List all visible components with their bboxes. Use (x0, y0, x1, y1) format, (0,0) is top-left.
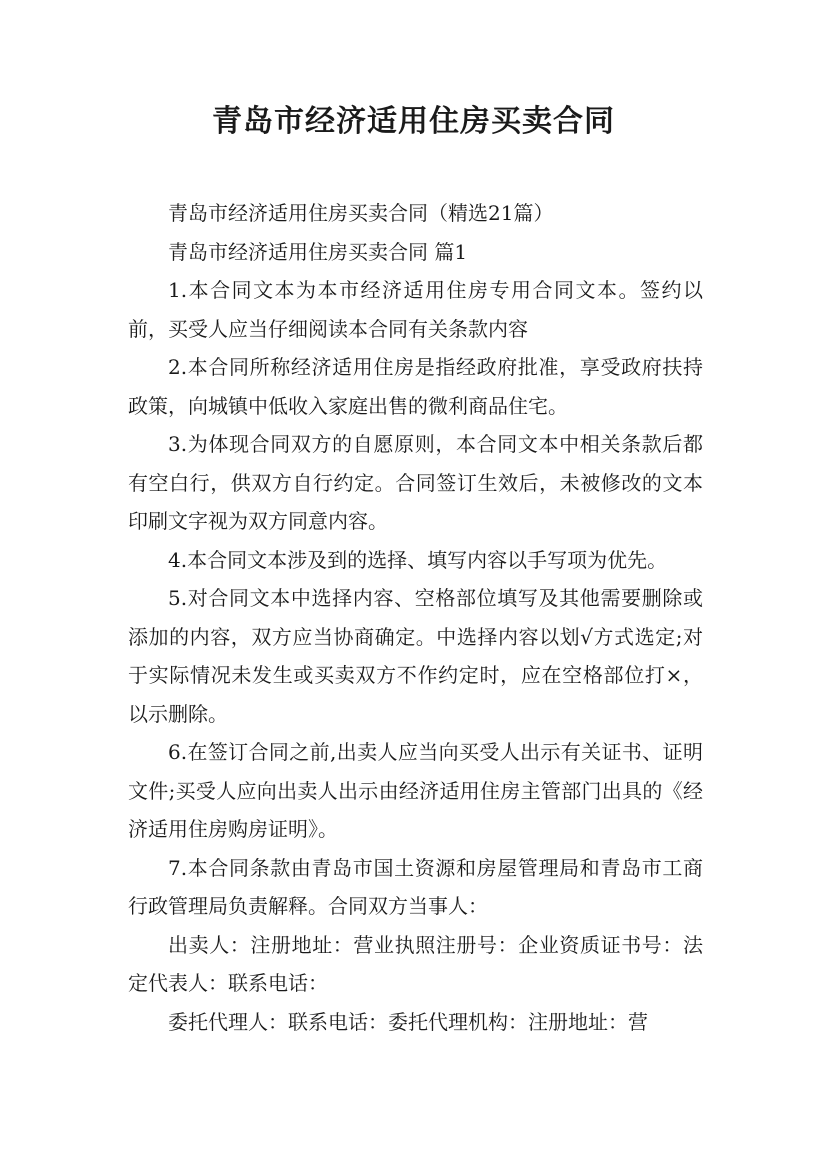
paragraph-clause-2: 2.本合同所称经济适用住房是指经政府批准，享受政府扶持政策，向城镇中低收入家庭出售的微利商品住宅。 (128, 355, 703, 418)
paragraph-subtitle: 青岛市经济适用住房买卖合同（精选21篇） (168, 201, 554, 225)
paragraph-clause-6: 6.在签订合同之前,出卖人应当向买受人出示有关证书、证明文件;买受人应向出卖人出示由经济适用住房主管部门出具的《经济适用住房购房证明》。 (128, 740, 703, 841)
paragraph-clause-1: 1.本合同文本为本市经济适用住房专用合同文本。签约以前，买受人应当仔细阅读本合同有关条款内容 (128, 278, 703, 341)
paragraph-clause-3: 3.为体现合同双方的自愿原则，本合同文本中相关条款后都有空白行，供双方自行约定。合同签订生效后，未被修改的文本印刷文字视为双方同意内容。 (128, 432, 703, 533)
paragraph-clause-5: 5.对合同文本中选择内容、空格部位填写及其他需要删除或添加的内容，双方应当协商确定。中选择内容以划√方式选定;对于实际情况未发生或买卖双方不作约定时，应在空格部位打×，以示删除。 (128, 586, 703, 726)
paragraph-seller-info: 出卖人：注册地址：营业执照注册号：企业资质证书号：法定代表人：联系电话： (128, 932, 703, 995)
paragraph-clause-4: 4.本合同文本涉及到的选择、填写内容以手写项为优先。 (168, 547, 668, 572)
paragraph-agent-info: 委托代理人：联系电话：委托代理机构：注册地址：营 (168, 1009, 648, 1034)
paragraph-section-heading: 青岛市经济适用住房买卖合同 篇1 (168, 239, 468, 264)
document-body (128, 194, 703, 1041)
document-title: 青岛市经济适用住房买卖合同 (212, 104, 615, 139)
paragraph-clause-7: 7.本合同条款由青岛市国土资源和房屋管理局和青岛市工商行政管理局负责解释。合同双方当事人： (128, 855, 703, 918)
